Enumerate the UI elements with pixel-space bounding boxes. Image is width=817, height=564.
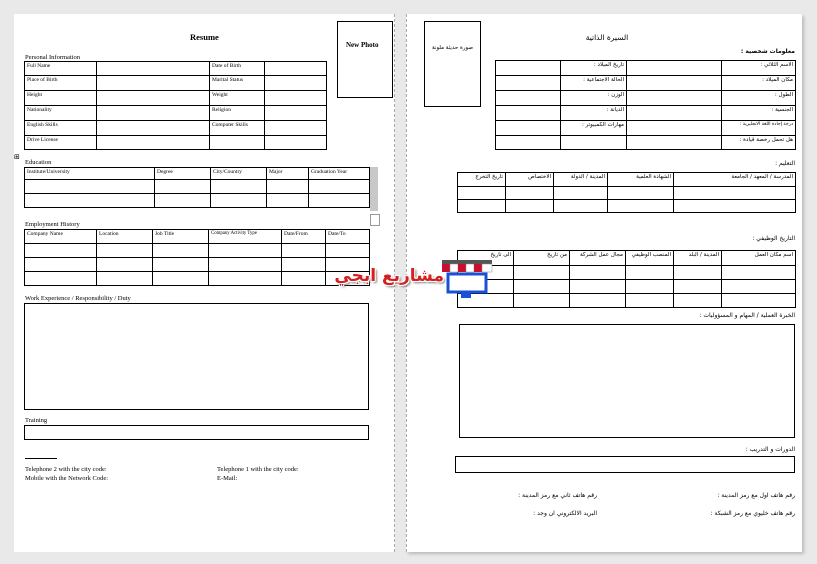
input-cell[interactable] bbox=[265, 91, 327, 106]
input-cell[interactable] bbox=[97, 121, 210, 136]
experience-box[interactable] bbox=[459, 324, 795, 438]
education-table bbox=[457, 172, 796, 213]
cell-label: هل تحمل رخصة قيادة : bbox=[722, 136, 796, 150]
personal-heading: Personal Information bbox=[25, 54, 81, 61]
input-cell[interactable] bbox=[282, 272, 326, 286]
cell-label: الاسم الثلاثي : bbox=[722, 61, 796, 76]
personal-info-table bbox=[495, 60, 796, 150]
header-cell: Degree bbox=[155, 168, 211, 180]
input-cell[interactable] bbox=[627, 61, 722, 76]
cell-label: Nationality bbox=[25, 106, 97, 121]
input-cell[interactable] bbox=[506, 200, 554, 213]
header-cell: المدينة / البلد bbox=[674, 251, 722, 266]
input-cell[interactable] bbox=[97, 258, 153, 272]
employment-heading: التاريخ الوظيفي : bbox=[752, 235, 795, 242]
header-cell: المدينة / الدولة bbox=[554, 173, 608, 187]
cell-label: Weight bbox=[210, 91, 265, 106]
input-cell[interactable] bbox=[674, 187, 796, 200]
experience-box[interactable] bbox=[24, 303, 369, 410]
input-cell[interactable] bbox=[153, 258, 209, 272]
header-cell: Job Title bbox=[153, 230, 209, 244]
training-box[interactable] bbox=[24, 425, 369, 440]
cell-label: الديانة : bbox=[561, 106, 627, 121]
input-cell[interactable] bbox=[608, 187, 674, 200]
input-cell[interactable] bbox=[722, 266, 796, 280]
personal-info-table bbox=[24, 61, 327, 150]
header-cell: مجال عمل الشركة bbox=[570, 251, 626, 266]
input-cell[interactable] bbox=[496, 136, 561, 150]
row-selection-bar bbox=[370, 167, 378, 211]
input-cell[interactable] bbox=[265, 76, 327, 91]
telephone1-label: Telephone 1 with the city code: bbox=[217, 466, 299, 473]
input-cell[interactable] bbox=[496, 61, 561, 76]
header-cell: Date/To bbox=[326, 230, 370, 244]
cell-label: الوزن : bbox=[561, 91, 627, 106]
cell-label: الجنسية : bbox=[722, 106, 796, 121]
input-cell[interactable] bbox=[265, 106, 327, 121]
input-cell[interactable] bbox=[570, 266, 626, 280]
cell-label: تاريخ الميلاد : bbox=[561, 61, 627, 76]
input-cell[interactable] bbox=[561, 136, 627, 150]
telephone2-label: Telephone 2 with the city code: bbox=[25, 466, 107, 473]
input-cell[interactable] bbox=[211, 180, 267, 194]
input-cell[interactable] bbox=[25, 244, 97, 258]
cell-label: Computer Skills bbox=[210, 121, 265, 136]
input-cell[interactable] bbox=[722, 280, 796, 294]
input-cell[interactable] bbox=[626, 266, 674, 280]
header-cell: المدرسة / المعهد / الجامعة bbox=[674, 173, 796, 187]
email-label: البريد الالكتروني ان وجد : bbox=[533, 510, 597, 517]
header-cell: City/Country bbox=[211, 168, 267, 180]
cell-label: Drive License bbox=[25, 136, 97, 150]
cell-label: درجة إجادة اللغة الانجليزية : bbox=[722, 121, 796, 136]
training-heading: الدورات و التدريب : bbox=[745, 446, 795, 453]
training-box[interactable] bbox=[455, 456, 795, 473]
input-cell[interactable] bbox=[674, 266, 722, 280]
header-cell: تاريخ التخرج bbox=[458, 173, 506, 187]
input-cell[interactable] bbox=[626, 280, 674, 294]
watermark-logo bbox=[320, 256, 500, 304]
education-heading: Education bbox=[25, 159, 52, 166]
input-cell[interactable] bbox=[209, 244, 282, 258]
input-cell[interactable] bbox=[282, 244, 326, 258]
experience-heading: الخبرة العملية / المهام و المسؤوليات : bbox=[699, 312, 795, 319]
input-cell[interactable] bbox=[209, 258, 282, 272]
experience-heading: Work Experience / Responsibility / Duty bbox=[25, 295, 131, 302]
employment-table bbox=[457, 250, 796, 308]
header-cell: الى تاريخ bbox=[458, 251, 514, 266]
input-cell[interactable] bbox=[570, 294, 626, 308]
input-cell[interactable] bbox=[626, 294, 674, 308]
input-cell[interactable] bbox=[211, 194, 267, 208]
input-cell[interactable] bbox=[570, 280, 626, 294]
input-cell[interactable] bbox=[722, 294, 796, 308]
header-cell: اسم مكان العمل bbox=[722, 251, 796, 266]
photo-label: New Photo bbox=[346, 41, 379, 49]
input-cell[interactable] bbox=[265, 136, 327, 150]
input-cell[interactable] bbox=[155, 180, 211, 194]
mobile-label: Mobile with the Network Code: bbox=[25, 475, 109, 482]
header-cell: الشهادة العلمية bbox=[608, 173, 674, 187]
input-cell[interactable] bbox=[554, 187, 608, 200]
email-label: E-Mail: bbox=[217, 475, 238, 482]
input-cell[interactable] bbox=[627, 91, 722, 106]
resume-title: Resume bbox=[190, 32, 219, 42]
cell-label: مهارات الكمبيوتر : bbox=[561, 121, 627, 136]
input-cell[interactable] bbox=[210, 136, 265, 150]
header-cell: الاختصاص bbox=[506, 173, 554, 187]
input-cell[interactable] bbox=[267, 194, 309, 208]
input-cell[interactable] bbox=[267, 180, 309, 194]
input-cell[interactable] bbox=[674, 294, 722, 308]
cell-label: Date of Birth bbox=[210, 62, 265, 76]
input-cell[interactable] bbox=[282, 258, 326, 272]
header-cell: Company Activity Type bbox=[209, 230, 282, 244]
header-cell: Location bbox=[97, 230, 153, 244]
input-cell[interactable] bbox=[309, 180, 370, 194]
training-heading: Training bbox=[25, 417, 48, 424]
employment-table bbox=[24, 229, 370, 286]
photo-box[interactable] bbox=[337, 21, 393, 98]
watermark-text: مشاريع ابجي bbox=[334, 266, 444, 286]
input-cell[interactable] bbox=[514, 294, 570, 308]
input-cell[interactable] bbox=[25, 272, 97, 286]
input-cell[interactable] bbox=[97, 91, 210, 106]
header-cell: Institute/University bbox=[25, 168, 155, 180]
personal-heading: معلومات شخصية : bbox=[740, 48, 795, 55]
cell-label: Place of Birth bbox=[25, 76, 97, 91]
table-move-handle-icon[interactable]: ⊞ bbox=[14, 153, 20, 161]
input-cell[interactable] bbox=[265, 62, 327, 76]
input-cell[interactable] bbox=[265, 121, 327, 136]
input-cell[interactable] bbox=[554, 200, 608, 213]
input-cell[interactable] bbox=[97, 272, 153, 286]
input-cell[interactable] bbox=[25, 258, 97, 272]
cell-label: English Skills bbox=[25, 121, 97, 136]
telephone1-label: رقم هاتف اول مع رمز المدينة : bbox=[717, 492, 795, 499]
input-cell[interactable] bbox=[627, 136, 722, 150]
input-cell[interactable] bbox=[608, 200, 674, 213]
telephone2-label: رقم هاتف ثاني مع رمز المدينة : bbox=[518, 492, 597, 499]
input-cell[interactable] bbox=[674, 280, 722, 294]
education-heading: التعليم : bbox=[775, 160, 795, 167]
input-cell[interactable] bbox=[25, 194, 155, 208]
input-cell[interactable] bbox=[25, 180, 155, 194]
input-cell[interactable] bbox=[97, 244, 153, 258]
cell-label: الحالة الاجتماعية : bbox=[561, 76, 627, 91]
cell-label: الطول : bbox=[722, 91, 796, 106]
mobile-label: رقم هاتف خليوي مع رمز الشبكة : bbox=[710, 510, 795, 517]
input-cell[interactable] bbox=[627, 121, 722, 136]
cell-label: Religion bbox=[210, 106, 265, 121]
input-cell[interactable] bbox=[627, 106, 722, 121]
input-cell[interactable] bbox=[496, 121, 561, 136]
header-cell: المنصب الوظيفي bbox=[626, 251, 674, 266]
input-cell[interactable] bbox=[514, 266, 570, 280]
input-cell[interactable] bbox=[153, 272, 209, 286]
input-cell[interactable] bbox=[496, 106, 561, 121]
input-cell[interactable] bbox=[97, 106, 210, 121]
input-cell[interactable] bbox=[674, 200, 796, 213]
input-cell[interactable] bbox=[496, 76, 561, 91]
divider-line bbox=[25, 458, 57, 459]
photo-label: صورة حديثة ملونة bbox=[431, 45, 474, 51]
education-table bbox=[24, 167, 370, 208]
header-cell: Graduation Year bbox=[309, 168, 370, 180]
header-cell: Date/From bbox=[282, 230, 326, 244]
cell-label: مكان الميلاد : bbox=[722, 76, 796, 91]
input-cell[interactable] bbox=[153, 244, 209, 258]
cell-label: Full Name bbox=[25, 62, 97, 76]
input-cell[interactable] bbox=[155, 194, 211, 208]
cell-label: Height bbox=[25, 91, 97, 106]
photo-box[interactable] bbox=[424, 21, 481, 107]
input-cell[interactable] bbox=[458, 187, 506, 200]
input-cell[interactable] bbox=[627, 76, 722, 91]
header-cell: من تاريخ bbox=[514, 251, 570, 266]
input-cell[interactable] bbox=[97, 136, 210, 150]
header-cell: Major bbox=[267, 168, 309, 180]
input-cell[interactable] bbox=[97, 76, 210, 91]
row-end-marker bbox=[370, 214, 380, 226]
input-cell[interactable] bbox=[506, 187, 554, 200]
header-cell: Company Name bbox=[25, 230, 97, 244]
cell-label: Marital Status bbox=[210, 76, 265, 91]
arabic-title: السيرة الذاتية bbox=[585, 33, 629, 42]
input-cell[interactable] bbox=[458, 200, 506, 213]
input-cell[interactable] bbox=[209, 272, 282, 286]
input-cell[interactable] bbox=[309, 194, 370, 208]
input-cell[interactable] bbox=[496, 91, 561, 106]
input-cell[interactable] bbox=[514, 280, 570, 294]
input-cell[interactable] bbox=[97, 62, 210, 76]
employment-heading: Employment History bbox=[25, 221, 80, 228]
